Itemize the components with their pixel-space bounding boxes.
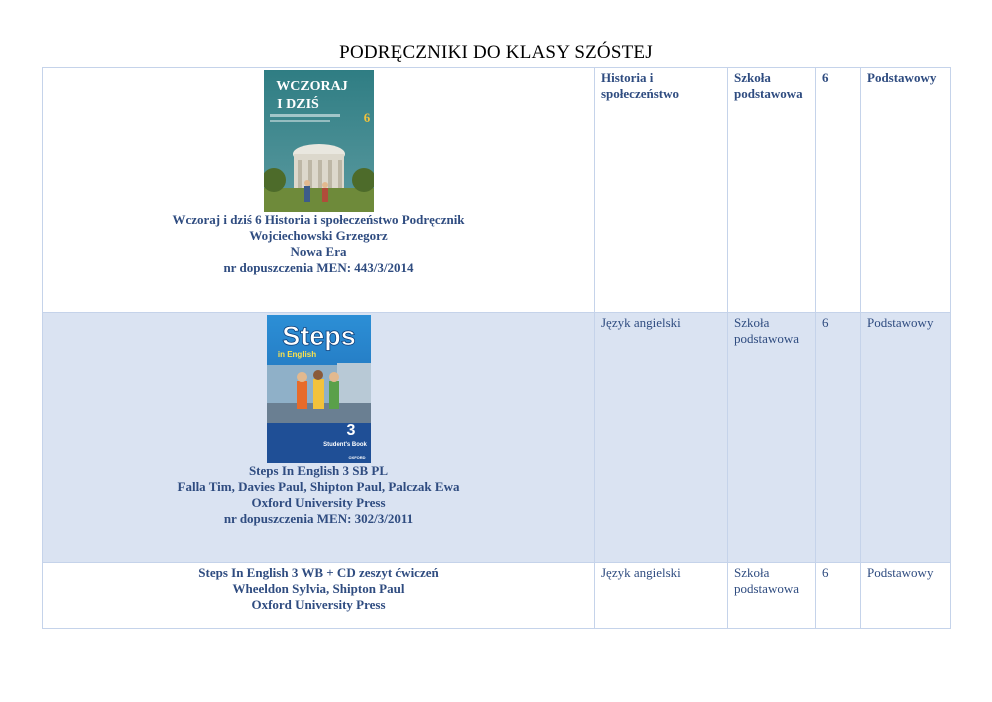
cover-title-line1: WCZORAJ — [275, 79, 348, 94]
cover-title: Steps — [281, 321, 356, 351]
level-cell: Podstawowy — [861, 313, 951, 563]
cover-title-line2: I DZIŚ — [276, 97, 319, 112]
book-title: Wczoraj i dziś 6 Historia i społeczeństwo Podręcznik — [172, 212, 465, 227]
book-title: Steps In English 3 WB + CD zeszyt ćwiczeń — [198, 565, 439, 580]
textbook-table — [42, 67, 951, 629]
book-cell — [43, 68, 595, 313]
level-cell: Podstawowy — [861, 68, 951, 313]
book-cell — [43, 563, 595, 629]
level-cell: Podstawowy — [861, 563, 951, 629]
book-approval-number: nr dopuszczenia MEN: 302/3/2011 — [223, 511, 414, 526]
book-publisher: Oxford University Press — [251, 597, 386, 612]
school-cell: Szkoła podstawowa — [728, 68, 816, 313]
book-author: Wojciechowski Grzegorz — [249, 228, 388, 243]
grade-cell: 6 — [816, 313, 861, 563]
grade-cell: 6 — [816, 563, 861, 629]
book-author: Wheeldon Sylvia, Shipton Paul — [232, 581, 405, 596]
grade-cell: 6 — [816, 68, 861, 313]
cover-number: 6 — [363, 110, 370, 125]
page-title: PODRĘCZNIKI DO KLASY SZÓSTEJ — [339, 42, 653, 63]
steps-in-english-cover-icon — [267, 315, 371, 463]
book-title: Steps In English 3 SB PL — [248, 463, 389, 478]
table-row — [43, 68, 951, 313]
subject-cell: Język angielski — [595, 313, 728, 563]
table-row — [43, 563, 951, 629]
cover-subtitle: in English — [277, 350, 316, 359]
book-publisher: Oxford University Press — [251, 495, 386, 510]
book-cell — [43, 313, 595, 563]
subject-cell: Historia i społeczeństwo — [595, 68, 728, 313]
cover-caption: Student's Book — [322, 442, 367, 448]
subject-cell: Język angielski — [595, 563, 728, 629]
cover-publisher: OXFORD — [347, 455, 366, 460]
school-cell: Szkoła podstawowa — [728, 313, 816, 563]
book-author: Falla Tim, Davies Paul, Shipton Paul, Palczak Ewa — [177, 479, 460, 494]
cover-number: 3 — [346, 422, 355, 439]
wczoraj-i-dzis-cover-icon — [264, 70, 374, 212]
table-row — [43, 313, 951, 563]
school-cell: Szkoła podstawowa — [728, 563, 816, 629]
book-publisher: Nowa Era — [290, 244, 347, 259]
book-approval-number: nr dopuszczenia MEN: 443/3/2014 — [223, 260, 414, 275]
